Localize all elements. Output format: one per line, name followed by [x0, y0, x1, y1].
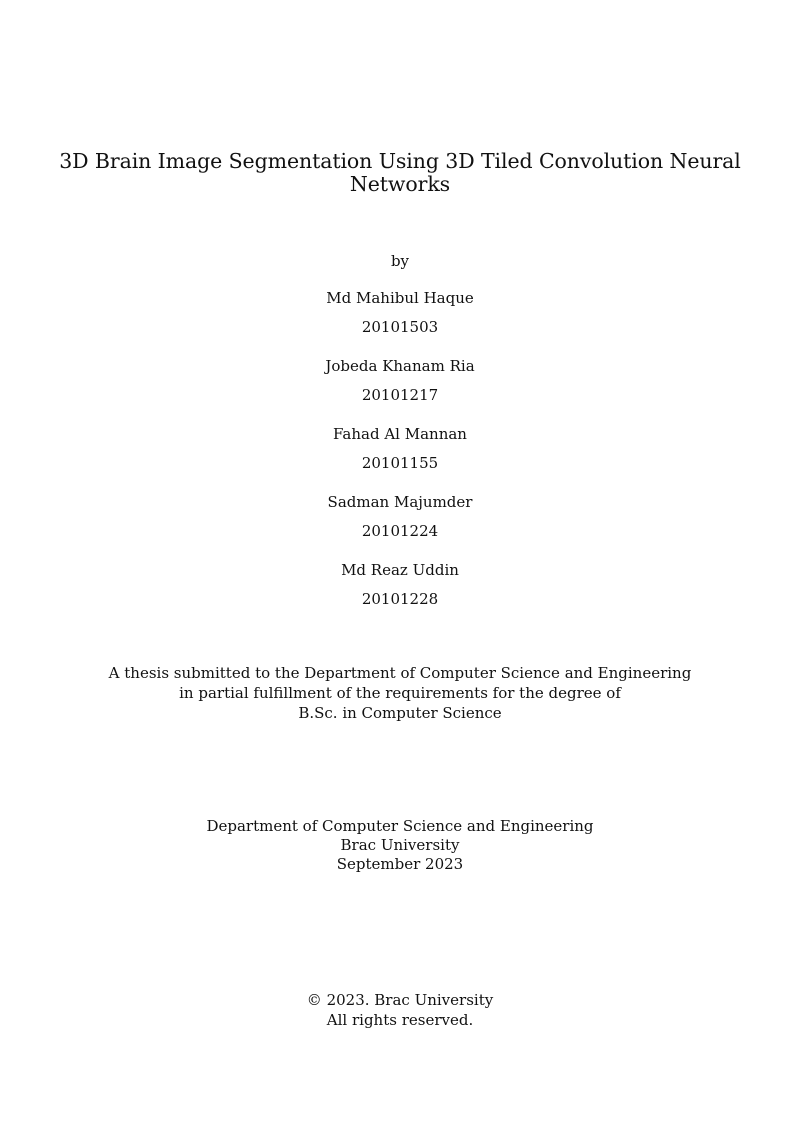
copyright-line: © 2023. Brac University: [306, 991, 494, 1009]
submission-date: September 2023: [336, 855, 464, 873]
student-id: 20101224: [361, 522, 439, 540]
title-line-1: 3D Brain Image Segmentation Using 3D Tiled Convolution Neural: [59, 149, 741, 173]
thesis-statement-line-2: in partial fulfillment of the requirements for the degree of: [179, 684, 621, 702]
author-name: Fahad Al Mannan: [333, 425, 467, 443]
author-entry: [0, 356, 800, 424]
author-name: Jobeda Khanam Ria: [325, 357, 475, 375]
student-id: 20101228: [361, 590, 439, 608]
student-id: 20101503: [361, 318, 439, 336]
copyright-notice: [0, 990, 800, 1030]
institution-block: [0, 817, 800, 874]
student-id: 20101217: [361, 386, 439, 404]
author-entry: [0, 560, 800, 628]
department-name: Department of Computer Science and Engineering: [206, 817, 594, 835]
author-entry: [0, 424, 800, 492]
thesis-statement-line-1: A thesis submitted to the Department of Computer Science and Engineering: [108, 664, 692, 682]
author-name: Md Reaz Uddin: [341, 561, 459, 579]
author-entry: [0, 288, 800, 356]
author-name: Md Mahibul Haque: [326, 289, 474, 307]
thesis-statement-line-3: B.Sc. in Computer Science: [298, 704, 502, 722]
student-id: 20101155: [361, 454, 439, 472]
by-label: by: [390, 252, 410, 270]
author-entry: [0, 492, 800, 560]
title-line-2: Networks: [349, 172, 451, 196]
university-name: Brac University: [340, 836, 460, 854]
thesis-statement: [0, 663, 800, 723]
author-list: [0, 288, 800, 628]
author-name: Sadman Majumder: [327, 493, 473, 511]
rights-reserved-line: All rights reserved.: [326, 1011, 474, 1029]
thesis-title: [0, 150, 800, 196]
